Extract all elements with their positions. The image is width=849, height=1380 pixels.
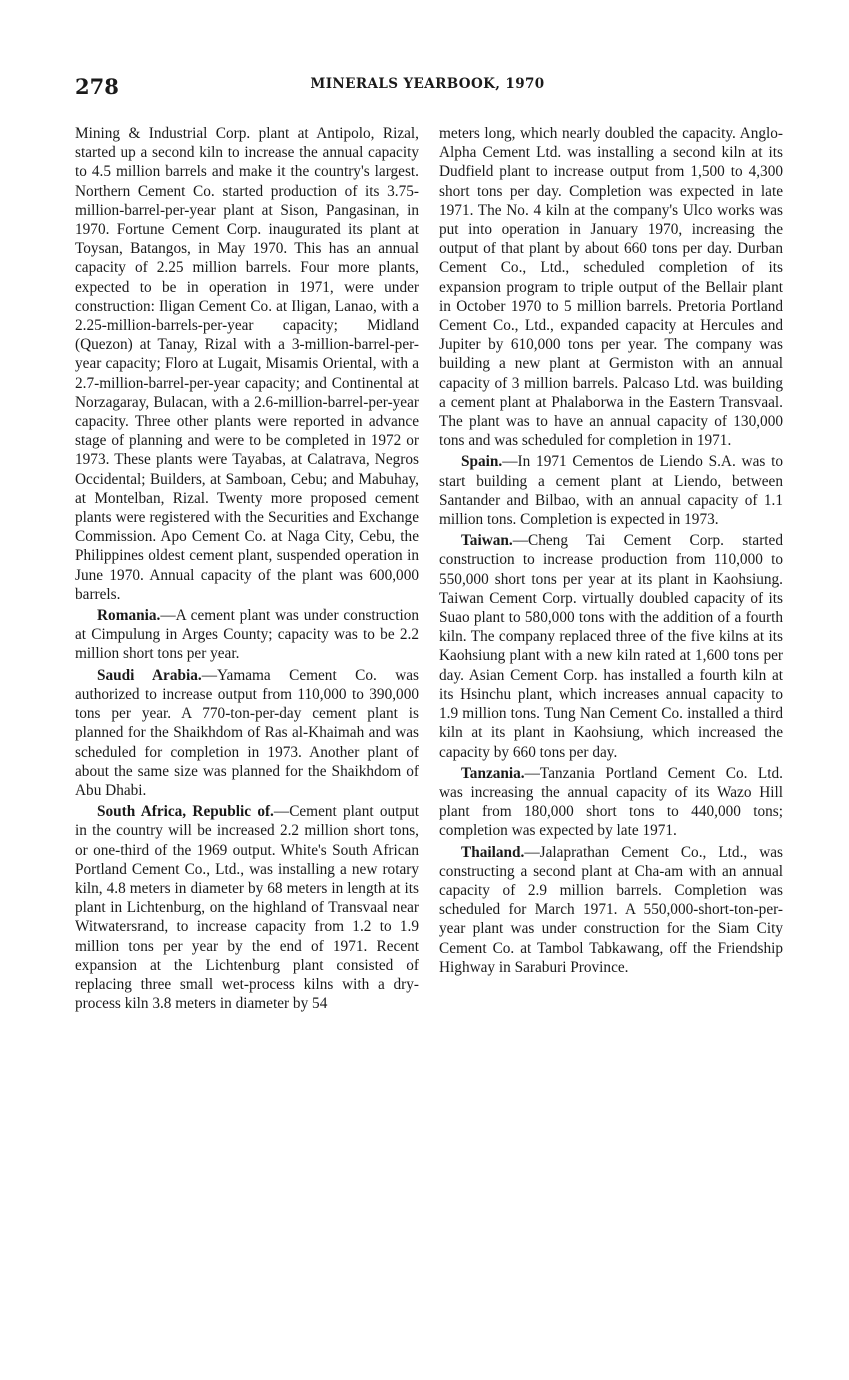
paragraph-text: —In 1971 Cementos de Liendo S.A. was to start building a cement plant at Liendo, between Santander and Bilbao, with an annual capacity of 1.1 million tons. Completion is expected in 1973. xyxy=(439,453,783,529)
paragraph-text: —Cheng Tai Cement Corp. started construction to increase production from 110,000 to 550,000 short tons per year at its plant in Kaohsiung. Taiwan Cement Corp. virtually doubled capacity of its Suao plant to 580,000 tons with the addition of a fourth kiln. The company replaced three of the five kilns at its Kaohsiung plant with a new kiln rated at 1,600 tons per day. Asian Cement Corp. has installed a fourth kiln at its Hsinchu plant, which increases annual capacity to 1.9 million tons. Tung Nan Cement Co. installed a third kiln at its plant in Kaohsiung, which increased the capacity by 660 tons per day. xyxy=(439,532,783,761)
paragraph-text: —Cement plant output in the country will be increased 2.2 million short tons, or one-third of the 1969 output. White's South African Portland Cement Co., Ltd., was installing a new rotary kiln, 4.8 meters in diameter by 68 meters in length at its plant in Lichtenburg, on the highland of Transvaal near Witwatersrand, to increase capacity from 1.2 to 1.9 million tons per year by the end of 1971. Recent expansion at the Lichtenburg plant consisted of replacing three small wet-process kilns with a dry-process kiln 3.8 meters in diameter by 54 xyxy=(75,803,419,1013)
country-heading-romania: Romania. xyxy=(97,607,161,625)
paragraph-text: —Yamama Cement Co. was authorized to increase output from 110,000 to 390,000 tons per year. A 770-ton-per-day cement plant is planned for the Shaikhdom of Ras al-Khaimah and was scheduled for completion in 1973. Another plant of about the same size was planned for the Shaikhdom of Abu Dhabi. xyxy=(75,666,419,799)
left-column xyxy=(75,124,419,1015)
paragraph-south-africa xyxy=(75,802,419,1013)
country-heading-south-africa: South Africa, Republic of. xyxy=(97,803,274,821)
paragraph-philippines-continued: Mining & Industrial Corp. plant at Antipolo, Rizal, started up a second kiln to increase the annual capacity to 4.5 million barrels and make it the country's largest. Northern Cement Co. started production of its 3.75-million-barrel-per-year plant at Sison, Pangasinan, in 1970. Fortune Cement Corp. inaugurated its plant at Toysan, Batangos, in May 1970. This has an annual capacity of 2.25 million barrels. Four more plants, expected to be in operation in 1971, were under construction: Iligan Cement Co. at Iligan, Lanao, with a 2.25-million-barrels-per-year capacity; Midland (Quezon) at Tanay, Rizal with a 3-million-barrel-per-year capacity; Floro at Lugait, Misamis Oriental, with a 2.7-million-barrel-per-year capacity; and Continental at Norzagaray, Bulacan, with a 2.6-million-barrel-per-year capacity. Three other plants were reported in advance stage of planning and were to be completed in 1972 or 1973. These plants were Tayabas, at Calatrava, Negros Occidental; Builders, at Samboan, Cebu; and Mabuhay, at Montelban, Rizal. Twenty more proposed cement plants were registered with the Securities and Exchange Commission. Apo Cement Co. at Naga City, Cebu, the Philippines oldest cement plant, suspended operation in June 1970. Annual capacity of the plant was 600,000 barrels. xyxy=(75,125,419,603)
paragraph-saudi-arabia xyxy=(75,666,419,800)
paragraph-south-africa-continued: meters long, which nearly doubled the capacity. Anglo-Alpha Cement Ltd. was installing a second kiln at its Dudfield plant to increase output from 1,500 to 4,300 short tons per day. Completion was expected in late 1971. The No. 4 kiln at the company's Ulco works was put into operation in January 1970, increasing the output of that plant by about 660 tons per day. Durban Cement Co., Ltd., scheduled completion of its expansion program to triple output of the Bellair plant in October 1970 to 5 million barrels. Pretoria Portland Cement Co., Ltd., expanded capacity at Hercules and Jupiter by 610,000 tons per year. The company was building a new plant at Germiston with an annual capacity of 3 million barrels. Palcaso Ltd. was building a cement plant at Phalaborwa in the Eastern Transvaal. The plant was to have an annual capacity of 130,000 tons and was scheduled for completion in 1971. xyxy=(439,125,783,450)
paragraph-text: —Tanzania Portland Cement Co. Ltd. was increasing the annual capacity of its Wazo Hill plant from 180,000 short tons to 440,000 tons; completion was expected by late 1971. xyxy=(439,764,783,840)
country-heading-tanzania: Tanzania. xyxy=(461,764,525,782)
page-header xyxy=(75,74,780,106)
country-heading-thailand: Thailand. xyxy=(461,843,525,861)
page-number: 278 xyxy=(75,74,119,99)
country-heading-saudi-arabia: Saudi Arabia. xyxy=(97,666,202,684)
paragraph-text: —A cement plant was under construction at Cimpulung in Arges County; capacity was to be 2.2 million short tons per year. xyxy=(75,607,419,663)
paragraph-spain xyxy=(439,452,783,529)
running-title: MINERALS YEARBOOK, 1970 xyxy=(310,76,545,92)
paragraph-romania xyxy=(75,606,419,664)
country-heading-taiwan: Taiwan. xyxy=(461,532,513,550)
paragraph-thailand xyxy=(439,843,783,977)
paragraph-tanzania xyxy=(439,764,783,841)
country-heading-spain: Spain. xyxy=(461,453,503,471)
paragraph-taiwan xyxy=(439,531,783,761)
right-column xyxy=(439,124,783,979)
paragraph-text: —Jalaprathan Cement Co., Ltd., was constructing a second plant at Cha-am with an annual capacity of 2.9 million barrels. Completion was scheduled for March 1971. A 550,000-short-ton-per-year plant was under construction for the Siam City Cement Co. at Tambol Tabkawang, off the Friendship Highway in Saraburi Province. xyxy=(439,843,783,976)
